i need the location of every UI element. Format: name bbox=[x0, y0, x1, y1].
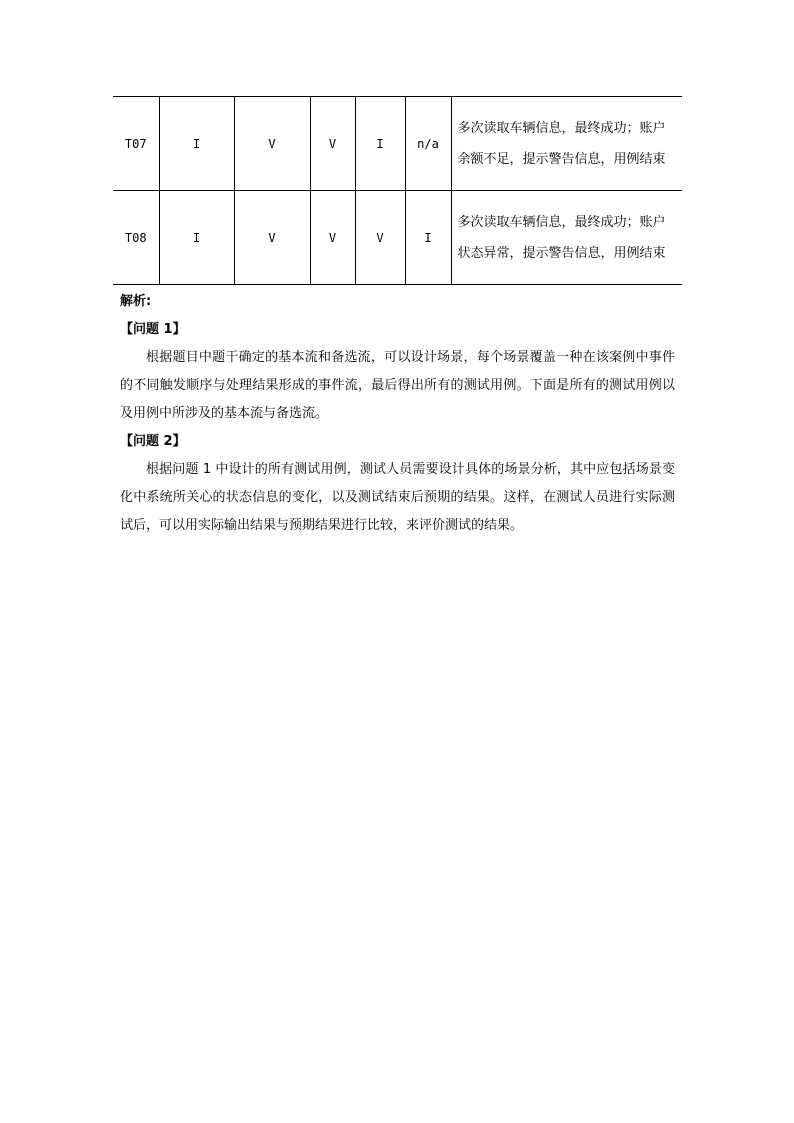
cell-value: V bbox=[234, 191, 310, 285]
cell-value: n/a bbox=[405, 97, 451, 191]
table-row-t07 bbox=[113, 97, 682, 191]
cell-case-id: T08 bbox=[113, 191, 159, 285]
cell-value: I bbox=[159, 191, 234, 285]
cell-value: V bbox=[310, 97, 355, 191]
cell-case-id: T07 bbox=[113, 97, 159, 191]
cell-value: V bbox=[310, 191, 355, 285]
cell-expected-result: 多次读取车辆信息，最终成功；账户余额不足，提示警告信息，用例结束 bbox=[451, 97, 682, 191]
cell-value: V bbox=[355, 191, 405, 285]
cell-value: I bbox=[159, 97, 234, 191]
question-2-text: 根据问题 1 中设计的所有测试用例，测试人员需要设计具体的场景分析，其中应包括场景变化中系统所关心的状态信息的变化，以及测试结束后预期的结果。这样，在测试人员进行实际测试后，可以用实际输出结果与预期结果进行比较，来评价测试的结果。 bbox=[120, 462, 675, 533]
cell-value: I bbox=[405, 191, 451, 285]
question-1-text: 根据题目中题干确定的基本流和备选流，可以设计场景，每个场景覆盖一种在该案例中事件的不同触发顺序与处理结果形成的事件流，最后得出所有的测试用例。下面是所有的测试用例以及用例中所涉及的基本流与备选流。 bbox=[120, 350, 675, 421]
cell-value: V bbox=[234, 97, 310, 191]
question-1-heading: 【问题 1】 bbox=[120, 322, 186, 337]
question-2-heading: 【问题 2】 bbox=[120, 434, 186, 449]
analysis-section bbox=[120, 288, 675, 540]
analysis-title: 解析: bbox=[120, 294, 152, 309]
cell-value: I bbox=[355, 97, 405, 191]
table-row-t08 bbox=[113, 191, 682, 285]
test-case-table bbox=[113, 96, 682, 285]
cell-expected-result: 多次读取车辆信息，最终成功；账户状态异常，提示警告信息，用例结束 bbox=[451, 191, 682, 285]
